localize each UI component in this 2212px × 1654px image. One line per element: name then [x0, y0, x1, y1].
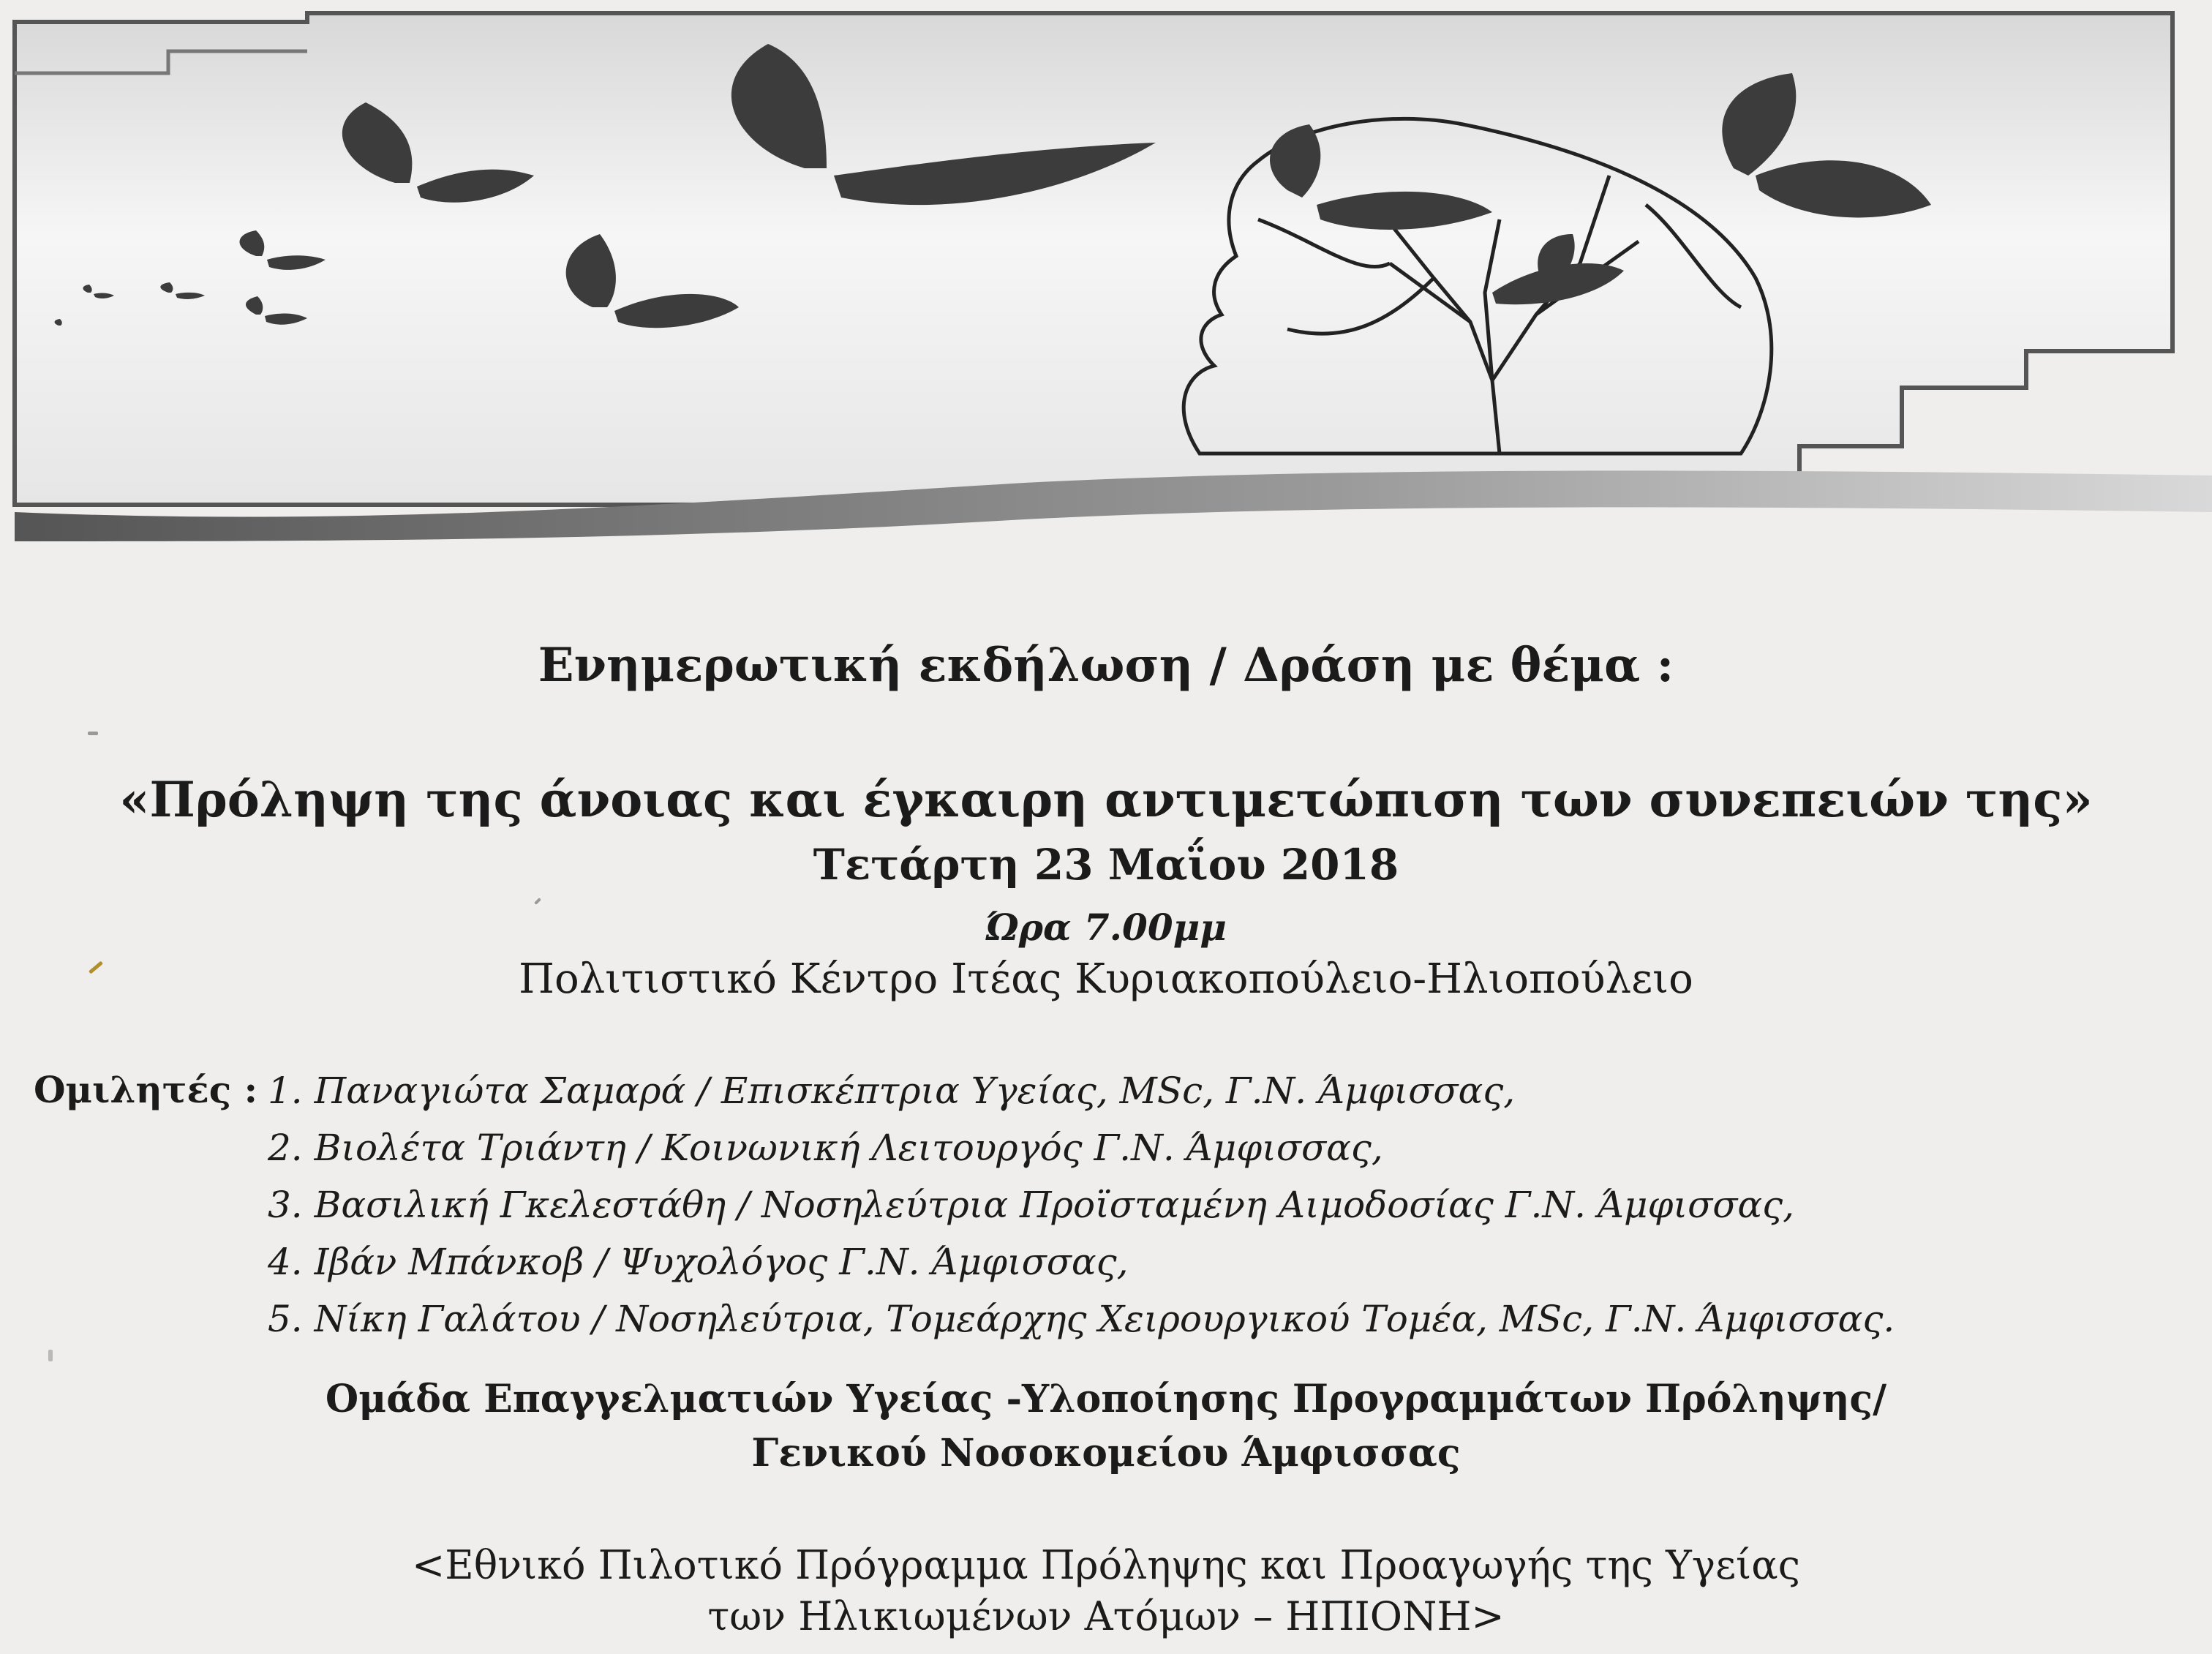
organizer-line-2: Γενικού Νοσοκομείου Άμφισσας: [751, 1431, 1461, 1476]
speakers-label: Ομιλητές :: [34, 1068, 258, 1111]
event-time: Ώρα 7.00μμ: [985, 906, 1227, 949]
event-date: Τετάρτη 23 Μαΐου 2018: [813, 840, 1399, 890]
speaker-item: 5. Νίκη Γαλάτου / Νοσηλεύτρια, Τομεάρχης Χειρουργικού Τομέα, MSc, Γ.Ν. Άμφισσας.: [268, 1298, 1895, 1340]
program-line-1: <Εθνικό Πιλοτικό Πρόγραμμα Πρόληψης και Προαγωγής της Υγείας: [412, 1542, 1800, 1588]
speakers-list: [268, 1068, 1895, 1353]
speaker-item: 2. Βιολέτα Τριάντη / Κοινωνική Λειτουργός Γ.Ν. Άμφισσας,: [268, 1127, 1383, 1169]
paper-speck: [48, 1350, 53, 1361]
program-line-2: των Ηλικιωμένων Ατόμων – ΗΠΙΟΝΗ>: [707, 1593, 1505, 1639]
organizer-line-1: Ομάδα Επαγγελματιών Υγείας -Υλοποίησης Προγραμμάτων Πρόληψης/: [325, 1377, 1887, 1421]
speaker-item: 4. Ιβάν Μπάνκοβ / Ψυχολόγος Γ.Ν. Άμφισσας,: [268, 1241, 1129, 1283]
event-heading: Ενημερωτική εκδήλωση / Δράση με θέμα :: [538, 638, 1674, 693]
speaker-item: 1. Παναγιώτα Σαμαρά / Επισκέπτρια Υγείας, MSc, Γ.Ν. Άμφισσας,: [268, 1070, 1516, 1112]
speaker-item: 3. Βασιλική Γκελεστάθη / Νοσηλεύτρια Προϊσταμένη Αιμοδοσίας Γ.Ν. Άμφισσας,: [268, 1184, 1795, 1226]
event-venue: Πολιτιστικό Κέντρο Ιτέας Κυριακοπούλειο-Ηλιοπούλειο: [519, 955, 1693, 1003]
header-banner-illustration: [0, 0, 2212, 556]
event-topic: «Πρόληψη της άνοιας και έγκαιρη αντιμετώπιση των συνεπειών της»: [119, 771, 2093, 828]
paper-speck: [88, 732, 98, 735]
paper-speck: [534, 898, 541, 905]
